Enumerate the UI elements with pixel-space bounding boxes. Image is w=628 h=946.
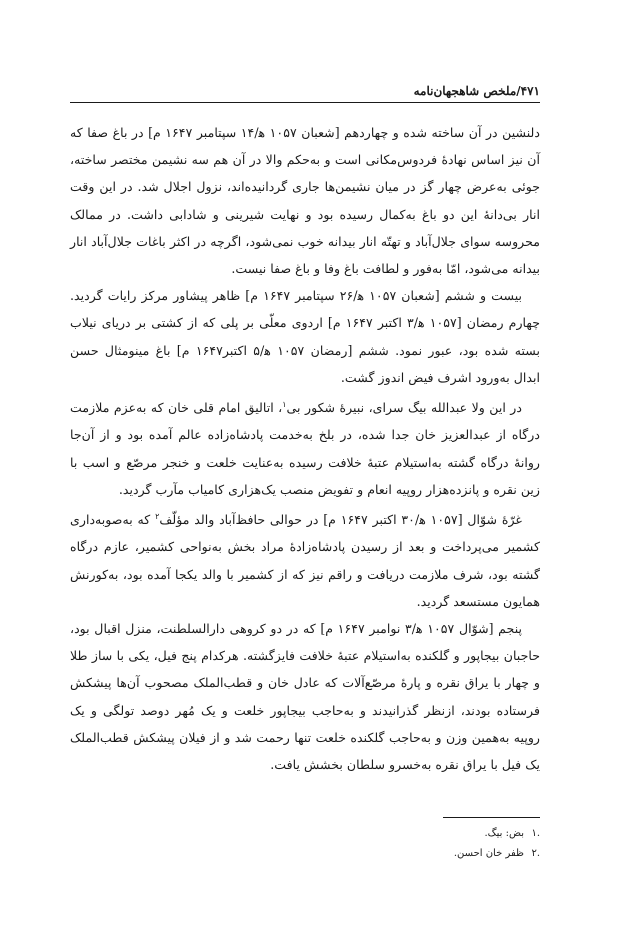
body-text [70, 119, 540, 778]
footnote-1 [70, 824, 540, 844]
running-title: ۴۷۱/ملخص شاهجهان‌نامه [413, 84, 540, 98]
paragraph-4-text-a: غرّهٔ شوّال [۱۰۵۷ ه‍/۳۰ اکتبر ۱۶۴۷ م] در حوالی حافظ‌آباد والد مؤلّف [159, 512, 522, 528]
paragraph-4 [70, 503, 540, 615]
footnote-rule [443, 817, 540, 818]
footnote-text: بض: بیگ. [484, 828, 524, 839]
footnote-text: ظفر خان احسن. [453, 848, 524, 859]
footnote-number: .۲ [531, 848, 540, 859]
paragraph-1: دلنشین در آن ساخته شده و چهاردهم [شعبان ۱۰۵۷ ه‍/۱۴ سپتامبر ۱۶۴۷ م] در باغ صفا که آن نیز اساس نهادهٔ فردوس‌مکانی است و به‌حکم والا در آن هم سه نشیمن مختصر ساخته، جوئی به‌عرض چهار گز در میان نشیمن‌ها جاری گردانیده‌اند، نزول اجلال شد. در این وقت انار بی‌دانهٔ این دو باغ به‌کمال رسیده بود و نهایت شیرینی و شادابی داشت. در ممالک محروسه سوای جلال‌آباد و تهتّه انار بیدانه خوب نمی‌شود، اگرچه در اکثر باغات جلال‌آباد انار بیدانه می‌شود، امّا به‌فور و لطافت باغ وفا و باغ صفا نیست. [70, 125, 540, 277]
paragraph-3-text-a: در این ولا عبدالله بیگ سرای، نبیرهٔ شکور بی [286, 400, 522, 416]
paragraph-5: پنجم [شوّال ۱۰۵۷ ه‍/۳ نوامبر ۱۶۴۷ م] که در دو کروهی دارالسلطنت، منزل اقبال بود، حاجبان بیجاپور و گلکنده به‌استیلام عتبهٔ خلافت فایزگشته. هرکدام پنج فیل، یکی با ساز طلا و چهار با یراق نقره و پارهٔ مرصّع‌آلات که عادل خان و قطب‌الملک مصحوب آن‌ها پیشکش فرستاده بودند، ازنظر گذرانیدند و به‌حاجب بیجاپور خلعت و یک مُهر دوصد تولگی و یک روپیه به‌همین وزن و به‌حاجب گلکنده خلعت تنها رحمت شد و از فیلان پیشکش قطب‌الملک یک فیل با یراق نقره به‌خسرو سلطان بخشش یافت. [70, 621, 540, 773]
footnotes [70, 824, 540, 864]
paragraph-2: بیست و ششم [شعبان ۱۰۵۷ ه‍/۲۶ سپتامبر ۱۶۴۷ م] ظاهر پیشاور مرکز رایات گردید. چهارم رمضان [۱۰۵۷ ه‍/۳ اکتبر ۱۶۴۷ م] اردوی معلّی بر پلی که از کشتی بر دریای نیلاب بسته شده بود، عبور نمود. ششم [رمضان ۱۰۵۷ ه‍/۵ اکتبر۱۶۴۷ م] باغ مینومثال حسن ابدال به‌ورود اشرف فیض اندوز گشت. [70, 288, 540, 385]
header-rule [70, 102, 540, 103]
footnote-ref-2: ۲ [155, 512, 160, 522]
footnote-number: .۱ [531, 828, 540, 839]
paragraph-4-text-b: که به‌صوبه‌داری کشمیر می‌پرداخت و بعد از رسیدن پادشاه‌زادهٔ مراد بخش به‌نواحی کشمیر، عازم درگاه گشته بود، شرف ملازمت دریافت و راقم نیز که از کشمیر با والد یکجا آمده بود، به‌کورنش همایون مستسعد گردید. [70, 512, 540, 609]
paragraph-3 [70, 391, 540, 503]
paragraph-3-text-b: ، اتالیق امام قلی خان که به‌عزم ملازمت درگاه از عبدالعزیز خان جدا شده، در بلخ به‌خدمت پادشاه‌زاده عالم آمده بود و از آن‌جا روانهٔ درگاه گشته به‌استیلام عتبهٔ خلافت رسیده به‌عنایت خلعت و خنجر مرصّع و اسب با زین نقره و پانزده‌هزار روپیه انعام و تفویض منصب یک‌هزاری کامیاب مآرب گردید. [70, 400, 540, 497]
footnote-2 [70, 844, 540, 864]
footnote-ref-1: ۱ [282, 400, 287, 410]
